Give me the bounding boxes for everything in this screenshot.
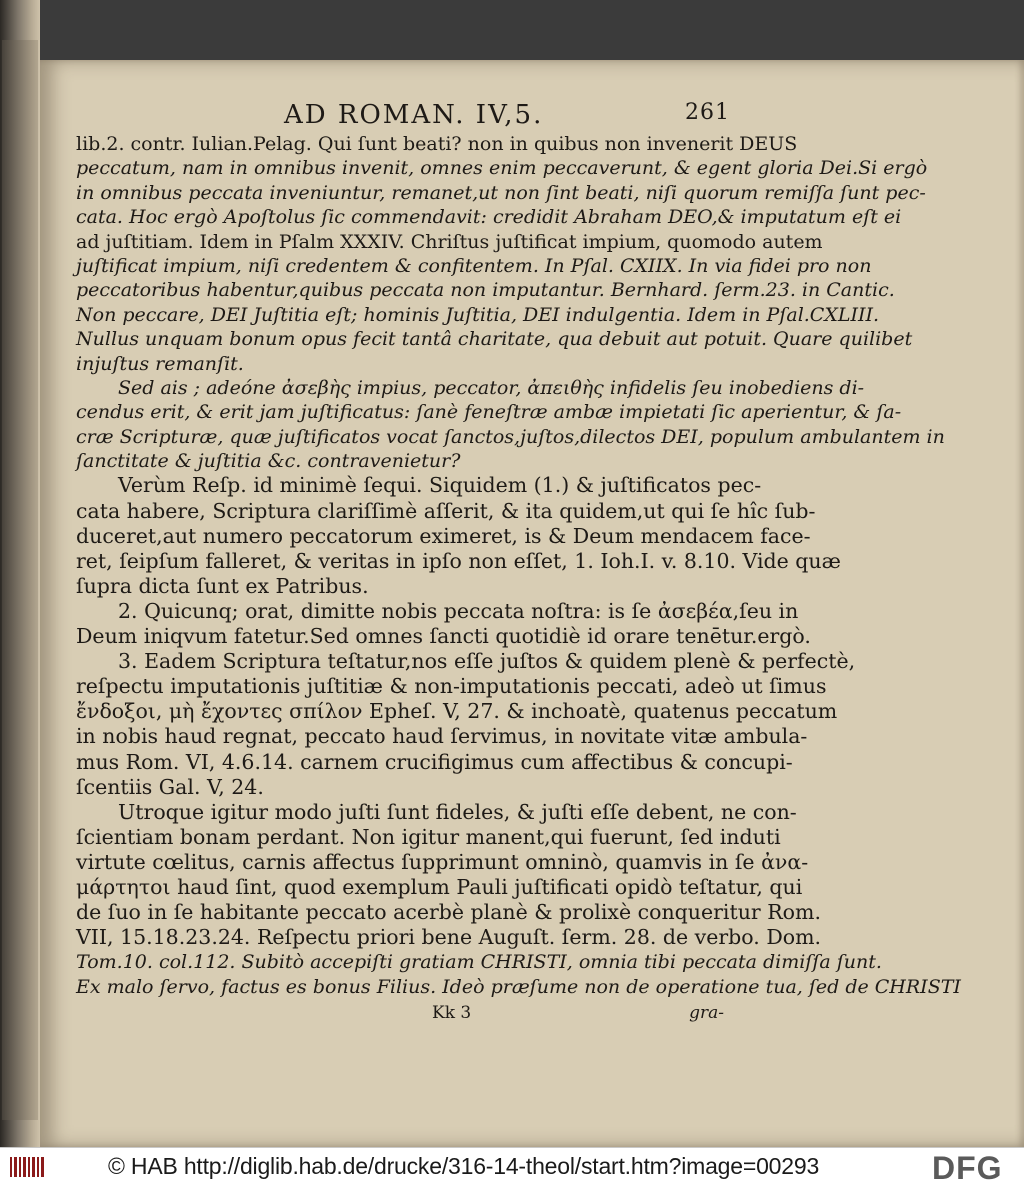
svg-text:DFG: DFG [932, 1152, 1003, 1182]
running-head [76, 100, 730, 132]
text-line: ſanctitate & juſtitia &c. contravenietur? [76, 450, 461, 473]
text-line: juſtificat impium, niſi credentem & confitentem. In Pſal. CXIIX. In via fidei pro non [76, 254, 872, 277]
text-line: cræ Scripturæ, quæ juſtificatos vocat ſanctos,juſtos,dilectos DEI, populum ambulantem in [76, 425, 945, 448]
text-line: injuſtus remanſit. [76, 352, 244, 375]
text-line: ſcientiam bonam perdant. Non igitur manent,qui fuerunt, ſed induti [76, 824, 781, 849]
text-line: peccatoribus habentur,quibus peccata non imputantur. Bernhard. ſerm.23. in Cantic. [76, 279, 895, 302]
text-line: 2. Quicunq; orat, dimitte nobis peccata noſtra: is ſe ἀσεβέα,ſeu in [118, 598, 799, 623]
text-line: cendus erit, & erit jam juſtificatus: ſanè feneſtræ ambæ impietati ſic aperientur, & ſa- [76, 401, 902, 424]
text-line: 3. Eadem Scriptura teſtatur,nos eſſe juſtos & quidem plenè & perfectè, [118, 649, 856, 674]
text-line: in omnibus peccata inveniuntur, remanet,ut non ſint beati, niſi quorum remiſſa ſunt pec- [76, 181, 926, 204]
text-line: μάρτητοι haud ſint, quod exemplum Pauli juſtificati opidò teſtatur, qui [76, 874, 803, 899]
text-line: Tom.10. col.112. Subitò accepiſti gratiam CHRISTI, omnia tibi peccata dimiſſa ſunt. [76, 951, 882, 974]
copyright-bar [0, 1147, 1024, 1185]
text-line: reſpectu imputationis juſtitiæ & non-imputationis peccati, adeò ut ſimus [76, 674, 827, 699]
text-line: Sed ais ; adeóne ἀσεβὴς impius, peccator, ἀπειθὴς infidelis ſeu inobediens di- [118, 376, 865, 399]
signature-mark: Kk 3 [432, 1003, 472, 1024]
scanned-book-page [40, 60, 1024, 1147]
text-line: ad juſtitiam. Idem in Pſalm XXXIV. Chriſtus juſtificat impium, quomodo autem [76, 230, 823, 253]
page-number: 261 [685, 100, 730, 125]
copyright-url-text[interactable]: © HAB http://diglib.hab.de/drucke/316-14-theol/start.htm?image=00293 [108, 1153, 820, 1179]
text-lines [76, 132, 961, 999]
text-line: ret, ſeipſum falleret, & veritas in ipſo non eſſet, 1. Ioh.I. v. 8.10. Vide quæ [76, 548, 841, 573]
running-head-title: AD ROMAN. IV,5. [284, 100, 544, 130]
text-line: ſcentiis Gal. V, 24. [76, 774, 264, 799]
text-line: virtute cœlitus, carnis affectus ſupprimunt omninò, quamvis in ſe ἀνα- [76, 849, 809, 874]
text-line: Deum iniqvum fatetur.Sed omnes ſancti quotidiè id orare tenētur.ergò. [76, 624, 811, 649]
text-line: Utroque igitur modo juſti ſunt fideles, & juſti eſſe debent, ne con- [118, 799, 797, 824]
page-foot [76, 1003, 724, 1029]
text-line: peccatum, nam in omnibus invenit, omnes enim peccaverunt, & egent gloria Dei.Si ergò [76, 157, 928, 180]
text-line: mus Rom. VI, 4.6.14. carnem crucifigimus cum affectibus & concupi- [76, 749, 793, 774]
text-line: lib.2. contr. Iulian.Pelag. Qui ſunt beati? non in quibus non invenerit DEUS [76, 133, 798, 155]
text-line: Nullus unquam bonum opus fecit tantâ charitate, qua debuit aut potuit. Quare quilibet [76, 328, 913, 351]
dfg-logo-icon[interactable] [932, 1152, 1016, 1182]
text-line: duceret,aut numero peccatorum eximeret, is & Deum mendacem face- [76, 523, 811, 548]
hab-barcode-logo-icon[interactable] [8, 1154, 48, 1180]
text-line: Ex malo ſervo, factus es bonus Filius. Ideò præſume non de operatione tua, ſed de CHRISTI [76, 975, 961, 998]
catchword: gra- [689, 1003, 724, 1024]
text-line: Verùm Reſp. id minimè ſequi. Siquidem (1.) & juſtificatos pec- [118, 473, 762, 498]
text-line: Non peccare, DEI Juſtitia eſt; hominis Juſtitia, DEI indulgentia. Idem in Pſal.CXLIII. [76, 303, 880, 326]
text-line: cata. Hoc ergò Apoſtolus ſic commendavit: credidit Abraham DEO,& imputatum eſt ei [76, 206, 902, 229]
adjacent-page-edge [0, 0, 40, 1147]
adjacent-page-shadow [2, 40, 38, 1120]
text-line: ſupra dicta ſunt ex Patribus. [76, 573, 369, 598]
text-line: in nobis haud regnat, peccato haud ſervimus, in novitate vitæ ambula- [76, 724, 808, 749]
text-line: VII, 15.18.23.24. Reſpectu priori bene Auguſt. ſerm. 28. de verbo. Dom. [76, 925, 822, 950]
page-text-block [76, 100, 961, 1029]
text-line: de ſuo in ſe habitante peccato acerbè planè & prolixè conqueritur Rom. [76, 900, 821, 925]
text-line: ἔνδοξοι, μὴ ἔχοντες σπίλον Epheſ. V, 27. & inchoatè, quatenus peccatum [76, 699, 838, 724]
text-line: cata habere, Scriptura clariſſimè aſſerit, & ita quidem,ut qui ſe hîc ſub- [76, 498, 816, 523]
